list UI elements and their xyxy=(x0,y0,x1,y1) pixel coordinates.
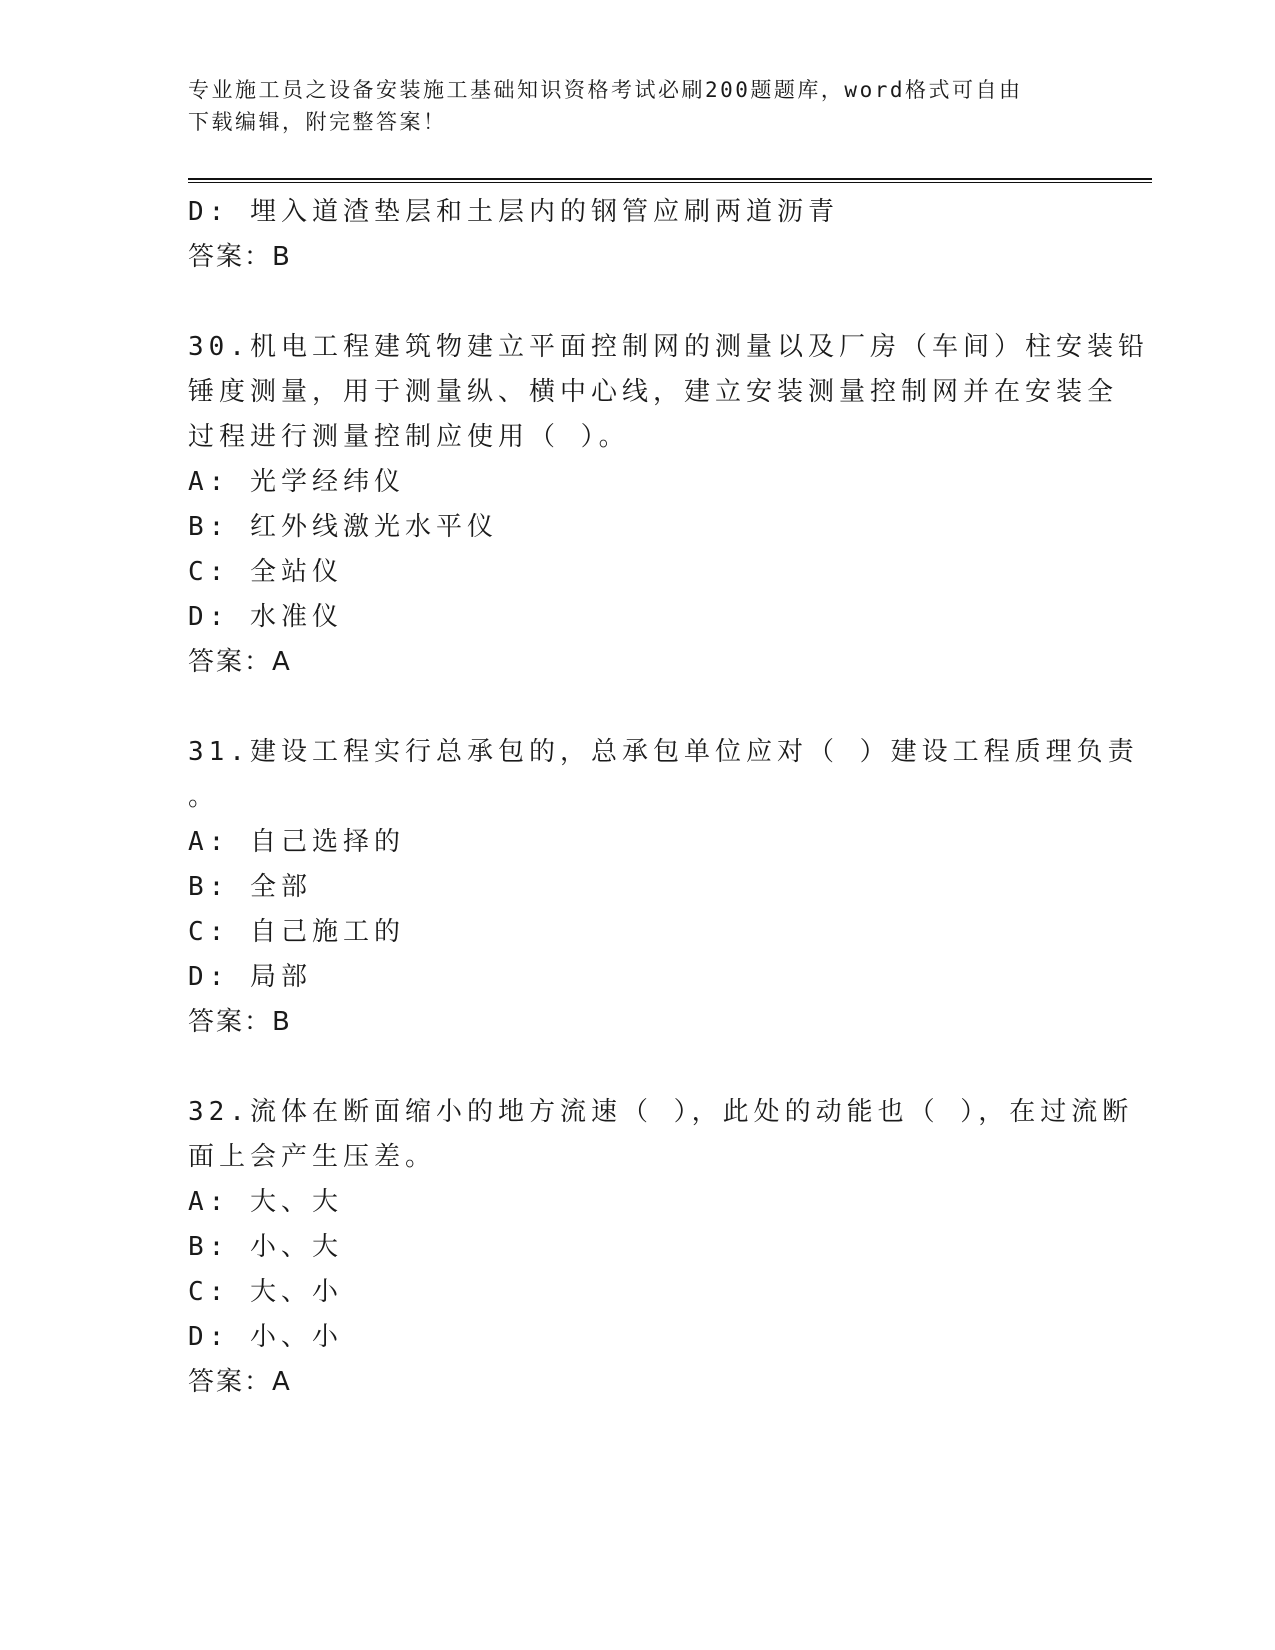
option-b: B: 全部 xyxy=(188,872,312,902)
option-a: A: 大、大 xyxy=(188,1187,343,1217)
header-divider-thin xyxy=(188,182,1152,183)
question-30 xyxy=(188,325,1149,685)
option-a: A: 光学经纬仪 xyxy=(188,467,405,497)
header-divider-thick xyxy=(188,178,1152,180)
question-text-line: 面上会产生压差。 xyxy=(188,1142,437,1172)
option-c: C: 全站仪 xyxy=(188,557,343,587)
option-d: D: 小、小 xyxy=(188,1322,343,1352)
spacer xyxy=(188,685,1088,730)
question-text-line: 过程进行测量控制应使用（ ）。 xyxy=(188,422,630,452)
question-text-line: 。 xyxy=(188,782,220,812)
carryover-answer: 答案：B xyxy=(188,242,292,272)
option-a: A: 自己选择的 xyxy=(188,827,405,857)
carryover-option-d: D: 埋入道渣垫层和土层内的钢管应刷两道沥青 xyxy=(188,197,839,227)
question-text-line: 32.流体在断面缩小的地方流速（ ），此处的动能也（ ），在过流断 xyxy=(188,1097,1134,1127)
question-32 xyxy=(188,1090,1134,1405)
option-c: C: 自己施工的 xyxy=(188,917,405,947)
option-d: D: 水准仪 xyxy=(188,602,343,632)
question-text-line: 30.机电工程建筑物建立平面控制网的测量以及厂房（车间）柱安装铅 xyxy=(188,332,1149,362)
option-c: C: 大、小 xyxy=(188,1277,343,1307)
document-header xyxy=(188,74,1078,138)
option-b: B: 红外线激光水平仪 xyxy=(188,512,498,542)
option-d: D: 局部 xyxy=(188,962,312,992)
answer: 答案：A xyxy=(188,1367,292,1397)
option-b: B: 小、大 xyxy=(188,1232,343,1262)
question-text-line: 锤度测量，用于测量纵、横中心线，建立安装测量控制网并在安装全 xyxy=(188,377,1119,407)
question-31 xyxy=(188,730,1139,1045)
spacer xyxy=(188,1045,1088,1090)
question-content xyxy=(188,190,1149,1405)
answer: 答案：A xyxy=(188,647,292,677)
spacer xyxy=(188,280,1088,325)
header-title-line-2: 下载编辑，附完整答案！ xyxy=(188,110,447,134)
question-text-line: 31.建设工程实行总承包的，总承包单位应对（ ）建设工程质理负责 xyxy=(188,737,1139,767)
header-title-line-1: 专业施工员之设备安装施工基础知识资格考试必刷200题题库，word格式可自由 xyxy=(188,78,1023,102)
answer: 答案：B xyxy=(188,1007,292,1037)
